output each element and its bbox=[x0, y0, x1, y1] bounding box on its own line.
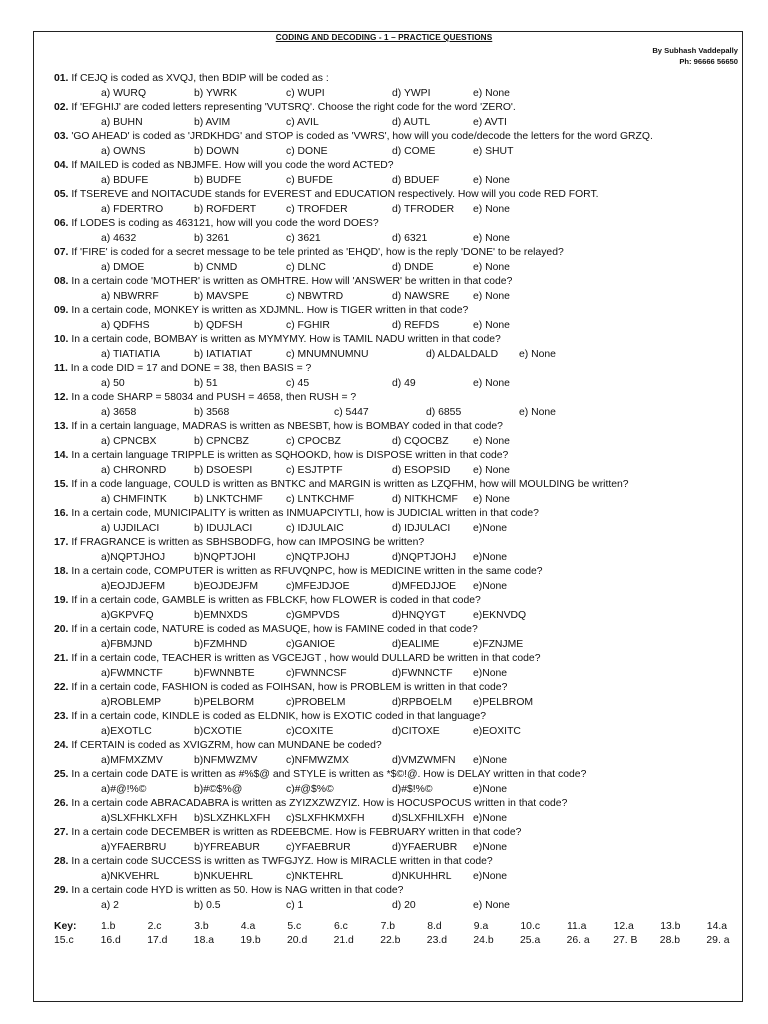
question-stem: In a certain code HYD is written as 50. How is NAG written in that code? bbox=[71, 885, 404, 896]
question-number: 14. bbox=[54, 450, 69, 461]
answer-option: c)GMPVDS bbox=[286, 609, 340, 621]
answer-option: a) CHRONRD bbox=[101, 464, 167, 476]
answer-key-entry: 17.d bbox=[147, 935, 168, 946]
answer-option: a)NKVEHRL bbox=[101, 870, 160, 882]
answer-options bbox=[54, 377, 744, 392]
answer-option: d) 49 bbox=[392, 377, 416, 389]
answer-option: a) FDERTRO bbox=[101, 203, 164, 215]
answer-key-entry: 12.a bbox=[613, 921, 634, 932]
answer-key-entry: 16.d bbox=[100, 935, 121, 946]
question-stem: If in a certain code, KINDLE is coded as ELDNIK, how is EXOTIC coded in that language? bbox=[71, 711, 487, 722]
question-number: 07. bbox=[54, 247, 69, 258]
question-number: 10. bbox=[54, 334, 69, 345]
question-number: 11. bbox=[54, 363, 68, 374]
question-stem: If in a certain language, MADRAS is written as NBESBT, how is BOMBAY coded in that code? bbox=[71, 421, 503, 432]
answer-option: b) 3568 bbox=[194, 406, 230, 418]
question-text bbox=[54, 681, 744, 696]
answer-option: a) CPNCBX bbox=[101, 435, 157, 447]
answer-option: b) LNKTCHMF bbox=[194, 493, 263, 505]
question-list bbox=[54, 72, 744, 913]
question-number: 12. bbox=[54, 392, 69, 403]
answer-option: a) DMOE bbox=[101, 261, 145, 273]
question-text bbox=[54, 362, 744, 377]
question-number: 24. bbox=[54, 740, 69, 751]
answer-options bbox=[54, 812, 744, 827]
answer-option: d)YFAERUBR bbox=[392, 841, 458, 853]
answer-option: e)None bbox=[473, 783, 508, 795]
question-number: 29. bbox=[54, 885, 69, 896]
answer-key-entry: 26. a bbox=[566, 935, 590, 946]
answer-option: d)HNQYGT bbox=[392, 609, 446, 621]
question-text bbox=[54, 275, 744, 290]
answer-option: c) MNUMNUMNU bbox=[286, 348, 369, 360]
answer-key-entry: 11.a bbox=[567, 921, 587, 932]
answer-option: b)PELBORM bbox=[194, 696, 255, 708]
answer-options bbox=[54, 638, 744, 653]
question-text bbox=[54, 623, 744, 638]
answer-option: e)PELBROM bbox=[473, 696, 534, 708]
answer-option: a)GKPVFQ bbox=[101, 609, 154, 621]
author-phone: Ph: 96666 56650 bbox=[679, 57, 738, 66]
answer-option: c)COXITE bbox=[286, 725, 334, 737]
answer-option: b)NFMWZMV bbox=[194, 754, 258, 766]
answer-key-entry: 2.c bbox=[147, 921, 162, 932]
question-number: 19. bbox=[54, 595, 69, 606]
answer-options bbox=[54, 290, 744, 305]
answer-option: c)FWNNCSF bbox=[286, 667, 347, 679]
question-stem: In a certain code DECEMBER is written as RDEEBCME. How is FEBRUARY written in that code? bbox=[71, 827, 522, 838]
answer-key-entry: 3.b bbox=[194, 921, 209, 932]
answer-option: a) OWNS bbox=[101, 145, 146, 157]
answer-key-entry: 24.b bbox=[473, 935, 494, 946]
question-stem: In a certain code, MONKEY is written as XDJMNL. How is TIGER written in that code? bbox=[71, 305, 469, 316]
author-name: By Subhash Vaddepally bbox=[652, 46, 738, 55]
question-number: 25. bbox=[54, 769, 69, 780]
answer-key-entry: 10.c bbox=[520, 921, 541, 932]
answer-option: b) AVIM bbox=[194, 116, 231, 128]
answer-option: c)NKTEHRL bbox=[286, 870, 344, 882]
answer-options bbox=[54, 783, 744, 798]
answer-option: e) None bbox=[519, 348, 556, 360]
answer-key-entry: 22.b bbox=[380, 935, 401, 946]
answer-option: e)None bbox=[473, 551, 508, 563]
answer-option: a)YFAERBRU bbox=[101, 841, 167, 853]
answer-option: d) 6855 bbox=[426, 406, 462, 418]
answer-key-entry: 14.a bbox=[706, 921, 728, 932]
answer-option: b)CXOTIE bbox=[194, 725, 242, 737]
question-text bbox=[54, 130, 744, 145]
answer-key-entry: 29. a bbox=[706, 935, 730, 946]
answer-option: e) None bbox=[473, 290, 510, 302]
answer-key-entry: 25.a bbox=[520, 935, 541, 946]
question-number: 18. bbox=[54, 566, 69, 577]
question-number: 17. bbox=[54, 537, 69, 548]
author-block bbox=[652, 45, 738, 67]
answer-option: c) 5447 bbox=[334, 406, 369, 418]
question-stem: If in a certain code, FASHION is coded as FOIHSAN, how is PROBLEM is written in that code? bbox=[71, 682, 508, 693]
answer-options bbox=[54, 754, 744, 769]
question-text bbox=[54, 855, 744, 870]
answer-option: a) TIATIATIA bbox=[101, 348, 160, 360]
question-stem: In a certain code, MUNICIPALITY is written as INMUAPCIYTLI, how is JUDICIAL written in that code? bbox=[71, 508, 539, 519]
answer-option: d) 20 bbox=[392, 899, 416, 911]
answer-option: d)RPBOELM bbox=[392, 696, 453, 708]
question-number: 01. bbox=[54, 73, 69, 84]
answer-option: d) ALDALDALD bbox=[426, 348, 499, 360]
answer-option: a) QDFHS bbox=[101, 319, 150, 331]
answer-option: e) None bbox=[473, 493, 510, 505]
answer-options bbox=[54, 667, 744, 682]
answer-option: a)#@!%© bbox=[101, 783, 147, 795]
question-text bbox=[54, 217, 744, 232]
answer-option: c) AVIL bbox=[286, 116, 319, 128]
question-number: 28. bbox=[54, 856, 69, 867]
answer-option: d)MFEDJJOE bbox=[392, 580, 457, 592]
answer-option: b) YWRK bbox=[194, 87, 238, 99]
answer-option: e) None bbox=[473, 261, 510, 273]
question-text bbox=[54, 884, 744, 899]
answer-option: d) NITKHCMF bbox=[392, 493, 458, 505]
answer-option: a)FBMJND bbox=[101, 638, 153, 650]
answer-key-entry: 20.d bbox=[287, 935, 308, 946]
answer-options bbox=[54, 116, 744, 131]
question-number: 08. bbox=[54, 276, 69, 287]
answer-options bbox=[54, 464, 744, 479]
question-number: 06. bbox=[54, 218, 69, 229]
question-number: 15. bbox=[54, 479, 69, 490]
answer-option: a) WURQ bbox=[101, 87, 147, 99]
question-stem: In a certain code SUCCESS is written as TWFGJYZ. How is MIRACLE written in that code? bbox=[71, 856, 493, 867]
answer-key-entry: 28.b bbox=[659, 935, 681, 946]
answer-option: c)NQTPJOHJ bbox=[286, 551, 350, 563]
answer-option: a)MFMXZMV bbox=[101, 754, 163, 766]
answer-option: e)None bbox=[473, 522, 508, 534]
answer-option: a) CHMFINTK bbox=[101, 493, 167, 505]
answer-key-row bbox=[54, 920, 744, 934]
answer-option: c)PROBELM bbox=[286, 696, 346, 708]
question-text bbox=[54, 188, 744, 203]
answer-options bbox=[54, 174, 744, 189]
question-number: 20. bbox=[54, 624, 69, 635]
question-text bbox=[54, 594, 744, 609]
answer-key-entry: 7.b bbox=[380, 921, 396, 932]
answer-option: d)SLXFHILXFH bbox=[392, 812, 465, 824]
answer-option: c)NFMWZMX bbox=[286, 754, 349, 766]
answer-option: c) FGHIR bbox=[286, 319, 330, 331]
answer-option: c) 3621 bbox=[286, 232, 321, 244]
question-number: 04. bbox=[54, 160, 69, 171]
answer-option: d)FWNNCTF bbox=[392, 667, 453, 679]
answer-option: e) None bbox=[473, 377, 510, 389]
answer-options bbox=[54, 580, 744, 595]
question-stem: In a certain code DATE is written as #%$@ and STYLE is written as *$©!@. How is DELAY written in that code? bbox=[71, 769, 587, 780]
answer-option: a)NQPTJHOJ bbox=[101, 551, 166, 563]
answer-option: b) CNMD bbox=[194, 261, 238, 273]
question-number: 16. bbox=[54, 508, 69, 519]
answer-key-entry: 5.c bbox=[287, 921, 302, 932]
answer-option: b)EMNXDS bbox=[194, 609, 248, 621]
question-number: 26. bbox=[54, 798, 69, 809]
answer-option: d) DNDE bbox=[392, 261, 434, 273]
answer-option: a) 2 bbox=[101, 899, 119, 911]
answer-key-entry: 19.b bbox=[240, 935, 261, 946]
question-text bbox=[54, 507, 744, 522]
question-stem: In a certain code ABRACADABRA is written as ZYIZXZWZYIZ. How is HOCUSPOCUS written in that code? bbox=[71, 798, 568, 809]
answer-options bbox=[54, 841, 744, 856]
answer-options bbox=[54, 232, 744, 247]
answer-option: a)SLXFHKLXFH bbox=[101, 812, 178, 824]
answer-option: c) 45 bbox=[286, 377, 310, 389]
question-text bbox=[54, 768, 744, 783]
question-number: 09. bbox=[54, 305, 69, 316]
answer-option: e)None bbox=[473, 754, 508, 766]
answer-option: e) None bbox=[473, 464, 510, 476]
question-stem: If 'FIRE' is coded for a secret message to be tele printed as 'EHQD', how is the reply 'DONE' to be relayed? bbox=[71, 247, 564, 258]
answer-option: c) 1 bbox=[286, 899, 304, 911]
answer-option: e)None bbox=[473, 580, 508, 592]
question-text bbox=[54, 536, 744, 551]
answer-option: b)#©$%@ bbox=[194, 783, 243, 795]
question-stem: If LODES is coding as 463121, how will you code the word DOES? bbox=[71, 218, 379, 229]
answer-option: e) None bbox=[473, 174, 510, 186]
answer-option: e)EOXITC bbox=[473, 725, 521, 737]
answer-option: b)NQPTJOHI bbox=[194, 551, 256, 563]
answer-option: b) 0.5 bbox=[194, 899, 221, 911]
question-number: 05. bbox=[54, 189, 69, 200]
answer-option: e) None bbox=[473, 319, 510, 331]
answer-option: c) NBWTRD bbox=[286, 290, 344, 302]
answer-option: b)SLXZHKLXFH bbox=[194, 812, 271, 824]
question-text bbox=[54, 449, 744, 464]
question-stem: If 'EFGHIJ' are coded letters representing 'VUTSRQ'. Choose the right code for the word 'ZERO'. bbox=[71, 102, 516, 113]
question-stem: In a code SHARP = 58034 and PUSH = 4658, then RUSH = ? bbox=[71, 392, 357, 403]
question-number: 03. bbox=[54, 131, 69, 142]
answer-option: b)FWNNBTE bbox=[194, 667, 255, 679]
answer-option: e) AVTI bbox=[473, 116, 507, 128]
answer-key-entry: 1.b bbox=[101, 921, 116, 932]
answer-option: e) None bbox=[519, 406, 556, 418]
answer-option: d) YWPI bbox=[392, 87, 431, 99]
answer-options bbox=[54, 203, 744, 218]
answer-option: a)ROBLEMP bbox=[101, 696, 162, 708]
answer-option: d) TFRODER bbox=[392, 203, 455, 215]
answer-option: c) CPOCBZ bbox=[286, 435, 341, 447]
question-text bbox=[54, 710, 744, 725]
question-text bbox=[54, 304, 744, 319]
answer-key-entry: 6.c bbox=[334, 921, 348, 932]
question-stem: If in a certain code, NATURE is coded as MASUQE, how is FAMINE coded in that code? bbox=[71, 624, 478, 635]
answer-key-entry: 27. B bbox=[613, 935, 638, 946]
answer-option: c)GANIOE bbox=[286, 638, 336, 650]
answer-option: a)EOJDJEFM bbox=[101, 580, 166, 592]
answer-option: e)None bbox=[473, 667, 508, 679]
question-text bbox=[54, 101, 744, 116]
answer-option: e) None bbox=[473, 203, 510, 215]
answer-option: b)YFREABUR bbox=[194, 841, 260, 853]
answer-options bbox=[54, 493, 744, 508]
answer-option: b) IDUJLACI bbox=[194, 522, 253, 534]
answer-option: e) None bbox=[473, 435, 510, 447]
answer-option: a)EXOTLC bbox=[101, 725, 152, 737]
answer-option: e)None bbox=[473, 812, 508, 824]
question-number: 21. bbox=[54, 653, 69, 664]
question-stem: If in a code language, COULD is written as BNTKC and MARGIN is written as LZQFHM, how will MOULDING be written? bbox=[71, 479, 629, 490]
answer-options bbox=[54, 261, 744, 276]
answer-option: d)EALIME bbox=[392, 638, 440, 650]
answer-option: b) 51 bbox=[194, 377, 218, 389]
answer-option: e) None bbox=[473, 899, 510, 911]
question-text bbox=[54, 333, 744, 348]
question-stem: 'GO AHEAD' is coded as 'JRDKHDG' and STOP is coded as 'VWRS', how will you code/decode the letters for the word GRZQ. bbox=[71, 131, 653, 142]
answer-option: d) REFDS bbox=[392, 319, 440, 331]
answer-option: e) None bbox=[473, 232, 510, 244]
answer-option: d) 6321 bbox=[392, 232, 428, 244]
answer-option: c)MFEJDJOE bbox=[286, 580, 350, 592]
question-text bbox=[54, 246, 744, 261]
answer-option: b) CPNCBZ bbox=[194, 435, 249, 447]
answer-options bbox=[54, 609, 744, 624]
question-stem: If MAILED is coded as NBJMFE. How will you code the word ACTED? bbox=[71, 160, 394, 171]
question-text bbox=[54, 739, 744, 754]
answer-option: d)NKUHHRL bbox=[392, 870, 452, 882]
answer-key-entry: 9.a bbox=[473, 921, 489, 932]
answer-option: d) AUTL bbox=[392, 116, 431, 128]
answer-option: e) None bbox=[473, 87, 510, 99]
question-text bbox=[54, 652, 744, 667]
question-stem: In a certain language TRIPPLE is written as SQHOOKD, how is DISPOSE written in that code? bbox=[71, 450, 509, 461]
answer-option: a) 50 bbox=[101, 377, 125, 389]
answer-option: c)SLXFHKMXFH bbox=[286, 812, 365, 824]
answer-option: b) 3261 bbox=[194, 232, 230, 244]
question-text bbox=[54, 565, 744, 580]
answer-option: d) IDJULACI bbox=[392, 522, 451, 534]
answer-option: d) CQOCBZ bbox=[392, 435, 449, 447]
answer-option: a) NBWRRF bbox=[101, 290, 159, 302]
answer-options bbox=[54, 696, 744, 711]
answer-option: d) ESOPSID bbox=[392, 464, 451, 476]
answer-option: d) BDUEF bbox=[392, 174, 440, 186]
answer-option: b)FZMHND bbox=[194, 638, 248, 650]
question-text bbox=[54, 826, 744, 841]
answer-option: c) DONE bbox=[286, 145, 328, 157]
answer-key-entry: 4.a bbox=[240, 921, 256, 932]
answer-option: c) TROFDER bbox=[286, 203, 348, 215]
answer-option: d)CITOXE bbox=[392, 725, 440, 737]
answer-options bbox=[54, 870, 744, 885]
answer-key-entry: 13.b bbox=[660, 921, 681, 932]
answer-option: b) BUDFE bbox=[194, 174, 242, 186]
answer-options bbox=[54, 522, 744, 537]
question-text bbox=[54, 391, 744, 406]
question-stem: If TSEREVE and NOITACUDE stands for EVEREST and EDUCATION respectively. How will you code RED FORT. bbox=[71, 189, 599, 200]
answer-option: c) IDJULAIC bbox=[286, 522, 344, 534]
answer-option: c) DLNC bbox=[286, 261, 326, 273]
question-stem: If in a certain code, TEACHER is written as VGCEJGT , how would DULLARD be written in that code? bbox=[71, 653, 541, 664]
question-text bbox=[54, 478, 744, 493]
question-number: 13. bbox=[54, 421, 69, 432]
question-stem: In a code DID = 17 and DONE = 38, then BASIS = ? bbox=[70, 363, 312, 374]
question-stem: In a certain code, COMPUTER is written as RFUVQNPC, how is MEDICINE written in the same code? bbox=[71, 566, 543, 577]
answer-option: d)#$!%© bbox=[392, 783, 433, 795]
question-text bbox=[54, 72, 744, 87]
answer-option: d) NAWSRE bbox=[392, 290, 450, 302]
answer-option: c) ESJTPTF bbox=[286, 464, 343, 476]
answer-option: a) BDUFE bbox=[101, 174, 149, 186]
answer-option: e)None bbox=[473, 841, 508, 853]
answer-option: b)NKUEHRL bbox=[194, 870, 253, 882]
answer-key-row bbox=[54, 934, 744, 948]
answer-key-entry: 21.d bbox=[333, 935, 354, 946]
answer-option: e) SHUT bbox=[473, 145, 514, 157]
question-number: 27. bbox=[54, 827, 69, 838]
answer-option: b)EOJDEJFM bbox=[194, 580, 259, 592]
answer-option: d)NQPTJOHJ bbox=[392, 551, 457, 563]
page-title: CODING AND DECODING - 1 – PRACTICE QUESTIONS bbox=[275, 33, 493, 42]
answer-option: b) IATIATIAT bbox=[194, 348, 253, 360]
question-stem: If CEJQ is coded as XVQJ, then BDIP will be coded as : bbox=[71, 73, 329, 84]
answer-option: a)FWMNCTF bbox=[101, 667, 163, 679]
answer-options bbox=[54, 348, 744, 363]
answer-options bbox=[54, 899, 744, 914]
answer-option: c) BUFDE bbox=[286, 174, 333, 186]
question-number: 22. bbox=[54, 682, 69, 693]
question-text bbox=[54, 797, 744, 812]
answer-option: d) COME bbox=[392, 145, 436, 157]
question-stem: If FRAGRANCE is written as SBHSBODFG, how can IMPOSING be written? bbox=[71, 537, 425, 548]
answer-key-entry: 15.c bbox=[54, 935, 74, 946]
answer-option: c)#@$%© bbox=[286, 783, 334, 795]
answer-option: e)FZNJME bbox=[473, 638, 524, 650]
answer-options bbox=[54, 435, 744, 450]
answer-options bbox=[54, 725, 744, 740]
answer-options bbox=[54, 551, 744, 566]
answer-option: a) UJDILACI bbox=[101, 522, 160, 534]
answer-option: a) 3658 bbox=[101, 406, 137, 418]
answer-key-entry: 8.d bbox=[427, 921, 442, 932]
answer-options bbox=[54, 406, 744, 421]
answer-option: b) QDFSH bbox=[194, 319, 243, 331]
answer-option: c) WUPI bbox=[286, 87, 325, 99]
question-stem: If in a certain code, GAMBLE is written as FBLCKF, how FLOWER is coded in that code? bbox=[71, 595, 481, 606]
question-stem: In a certain code, BOMBAY is written as MYMYMY. How is TAMIL NADU written in that code? bbox=[71, 334, 501, 345]
answer-key-label: Key: bbox=[54, 921, 77, 932]
answer-option: b) ROFDERT bbox=[194, 203, 257, 215]
question-number: 02. bbox=[54, 102, 69, 113]
answer-option: b) MAVSPE bbox=[194, 290, 249, 302]
answer-option: c)YFAEBRUR bbox=[286, 841, 351, 853]
answer-option: a) BUHN bbox=[101, 116, 143, 128]
answer-option: e)EKNVDQ bbox=[473, 609, 527, 621]
answer-options bbox=[54, 319, 744, 334]
question-number: 23. bbox=[54, 711, 69, 722]
question-text bbox=[54, 159, 744, 174]
answer-option: b) DOWN bbox=[194, 145, 240, 157]
answer-key bbox=[54, 920, 744, 948]
answer-options bbox=[54, 145, 744, 160]
answer-options bbox=[54, 87, 744, 102]
answer-option: c) LNTKCHMF bbox=[286, 493, 355, 505]
answer-option: e)None bbox=[473, 870, 508, 882]
answer-key-entry: 23.d bbox=[426, 935, 448, 946]
answer-key-entry: 18.a bbox=[193, 935, 215, 946]
answer-option: d)VMZWMFN bbox=[392, 754, 456, 766]
answer-option: a) 4632 bbox=[101, 232, 137, 244]
answer-option: b) DSOESPI bbox=[194, 464, 253, 476]
question-text bbox=[54, 420, 744, 435]
question-stem: In a certain code 'MOTHER' is written as OMHTRE. How will 'ANSWER' be written in that code? bbox=[71, 276, 513, 287]
question-stem: If CERTAIN is coded as XVIGZRM, how can MUNDANE be coded? bbox=[71, 740, 382, 751]
